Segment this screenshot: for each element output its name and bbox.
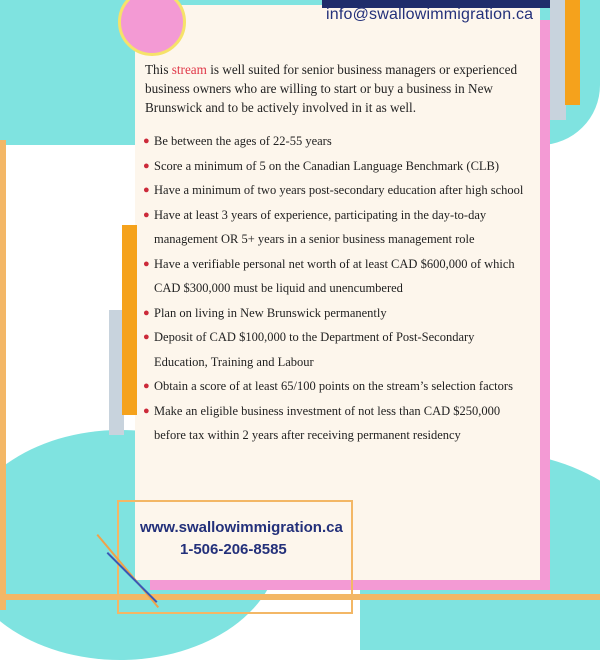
intro-highlight: stream [171,62,207,77]
requirement-text: Score a minimum of 5 on the Canadian Language Benchmark (CLB) [154,158,500,173]
intro-paragraph [145,60,540,117]
list-item [145,178,525,203]
list-item [145,203,525,252]
intro-lead: This [145,62,172,77]
bullet-icon: ● [143,208,150,221]
requirement-text: Have a verifiable personal net worth of at least CAD $600,000 of which CAD $300,000 must be liquid and unencumbered [154,256,515,295]
list-item [145,374,525,399]
contact-phone[interactable]: 1-506-206-8585 [180,541,287,558]
list-item [145,399,525,448]
contact-website-link[interactable]: www.swallowimmigration.ca [140,519,343,536]
bullet-icon: ● [143,159,150,172]
list-item [145,154,525,179]
orange-accent-bar-right [565,0,580,105]
list-item [145,129,525,154]
brand-email[interactable]: info@swallowimmigration.ca [326,6,534,23]
bullet-icon: ● [143,257,150,270]
list-item [145,301,525,326]
requirement-text: Deposit of CAD $100,000 to the Department of Post-Secondary Education, Training and Labour [154,330,475,369]
bullet-icon: ● [143,306,150,319]
orange-accent-bar-left [122,225,137,415]
requirement-text: Be between the ages of 22-55 years [154,134,332,148]
bullet-icon: ● [143,184,150,196]
gray-accent-bar-right [550,0,566,120]
list-item [145,252,525,301]
bullet-icon: ● [143,331,150,343]
list-item [145,325,525,374]
requirement-text: Make an eligible business investment of not less than CAD $250,000 before tax within 2 years after receiving permanent residency [154,403,501,442]
requirement-text: Obtain a score of at least 65/100 points on the stream’s selection factors [154,379,513,393]
orange-frame-left [0,140,6,610]
requirement-text: Plan on living in New Brunswick permanently [154,305,387,320]
requirement-text: Have at least 3 years of experience, participating in the day-to-day management OR 5+ years in a senior business management role [154,207,487,246]
requirement-text: Have a minimum of two years post-secondary education after high school [154,183,524,197]
bullet-icon: ● [143,380,150,392]
bullet-icon: ● [143,404,150,417]
intro-rest: is well suited for senior business managers or experienced business owners who are willing to start or buy a business in New Brunswick and to be actively involved in it as well. [145,62,518,115]
requirements-list [145,129,525,448]
bullet-icon: ● [143,135,150,147]
